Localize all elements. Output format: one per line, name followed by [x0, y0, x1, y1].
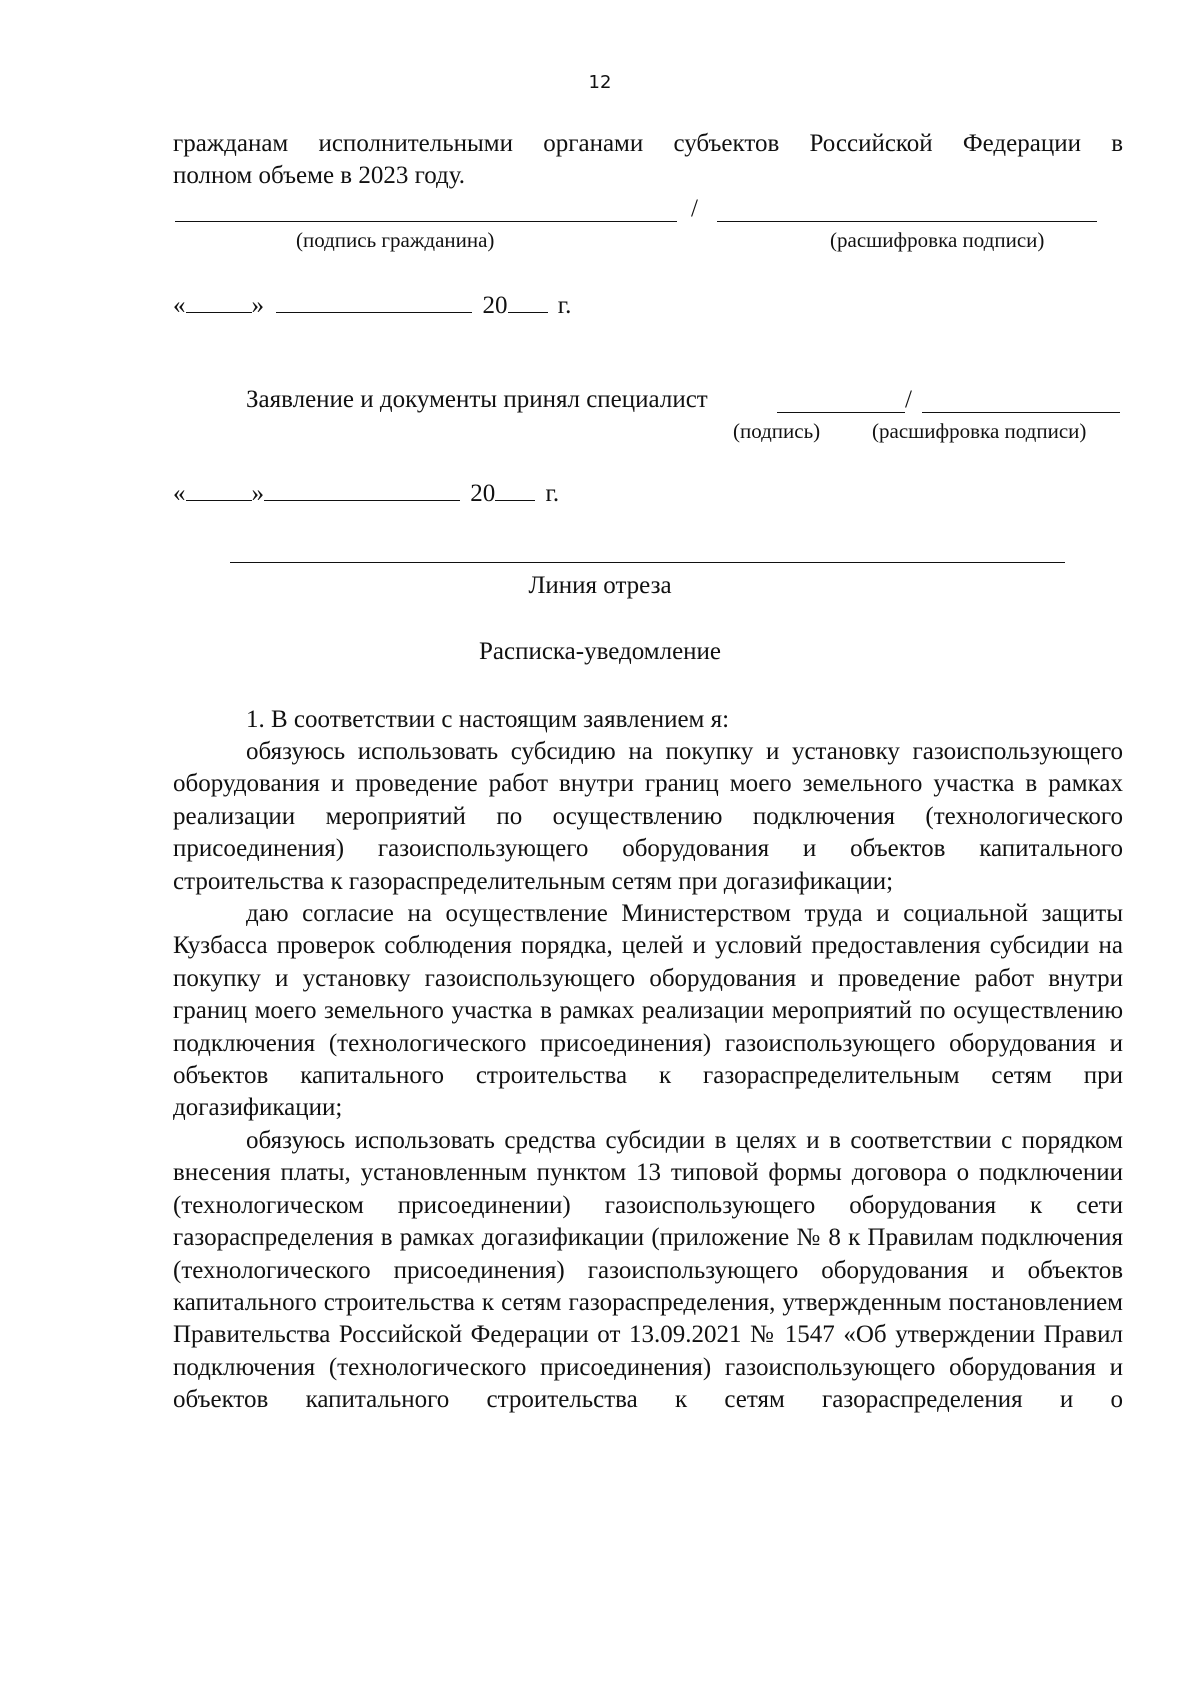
date-2-close-quote: »: [251, 480, 264, 507]
receipt-body: [173, 736, 1123, 1417]
date-2-day-blank[interactable]: [186, 478, 252, 501]
citizen-signature-line[interactable]: [175, 221, 677, 222]
date-1-year-prefix: 20: [482, 292, 508, 319]
citizen-decode-caption: (расшифровка подписи): [830, 228, 1045, 252]
receipt-paragraph-1: обязуюсь использовать субсидию на покупку и установку газоиспользующего оборудования и проведение работ внутри границ моего земельного участка в рамках реализации мероприятий по осуществлению подключения (технологического присоединения) газоиспользующего оборудования и объектов капитального строительства к газораспределительным сетям при догазификации;: [173, 738, 1123, 895]
receipt-intro: 1. В соответствии с настоящим заявлением я:: [246, 706, 730, 733]
page-number: 12: [588, 72, 612, 93]
specialist-accepted-text: Заявление и документы принял специалист: [246, 386, 708, 413]
date-1-open-quote: «: [173, 292, 186, 319]
citizen-signature-decode-line[interactable]: [717, 221, 1097, 222]
date-1-year-suffix: г.: [557, 292, 572, 319]
date-2-month-blank[interactable]: [264, 478, 460, 501]
date-1-day-blank[interactable]: [186, 290, 252, 313]
receipt-paragraph-3: обязуюсь использовать средства субсидии в целях и в соответствии с порядком внесения платы, установленным пунктом 13 типовой формы договора о подключении (технологическом присоединении) газоиспользующего оборудования к сети газораспределения в рамках догазификации (приложение № 8 к Правилам подключения (технологического присоединения) газоиспользующего оборудования и объектов капитального строительства к сетям газораспределения, утвержденным постановлением Правительства Российской Федерации от 13.09.2021 № 1547 «Об утверждении Правил подключения (технологического присоединения) газоиспользующего оборудования и объектов капитального строительства к сетям газораспределения и о: [173, 1126, 1123, 1414]
receipt-title: Расписка-уведомление: [478, 638, 722, 665]
receipt-paragraph-2: даю согласие на осуществление Министерством труда и социальной защиты Кузбасса проверок соблюдения порядка, целей и условий предоставления субсидии на покупку и установку газоиспользующего оборудования и проведение работ внутри границ моего земельного участка в рамках реализации мероприятий по осуществлению подключения (технологического присоединения) газоиспользующего оборудования и объектов капитального строительства к газораспределительным сетям при догазификации;: [173, 900, 1123, 1122]
date-2-year-prefix: 20: [470, 480, 496, 507]
top-paragraph-line-2: полном объеме в 2023 году.: [173, 162, 465, 189]
date-2-open-quote: «: [173, 480, 186, 507]
date-line-1: [173, 290, 571, 322]
cut-line: [230, 562, 1065, 563]
date-2-year-suffix: г.: [545, 480, 560, 507]
specialist-decode-caption: (расшифровка подписи): [872, 419, 1087, 443]
citizen-signature-caption: (подпись гражданина): [296, 228, 495, 252]
specialist-decode-line[interactable]: [922, 412, 1120, 413]
date-2-year-blank[interactable]: [495, 478, 535, 501]
specialist-separator: /: [905, 386, 912, 413]
date-line-2: [173, 478, 559, 510]
date-1-month-blank[interactable]: [276, 290, 472, 313]
top-paragraph-line-1: гражданам исполнительными органами субъектов Российской Федерации в: [173, 130, 1123, 157]
specialist-signature-line[interactable]: [777, 412, 905, 413]
specialist-signature-caption: (подпись): [733, 419, 821, 443]
date-1-year-blank[interactable]: [508, 290, 548, 313]
date-1-close-quote: »: [251, 292, 264, 319]
citizen-signature-separator: /: [691, 195, 698, 222]
cut-line-label: Линия отреза: [528, 572, 672, 599]
